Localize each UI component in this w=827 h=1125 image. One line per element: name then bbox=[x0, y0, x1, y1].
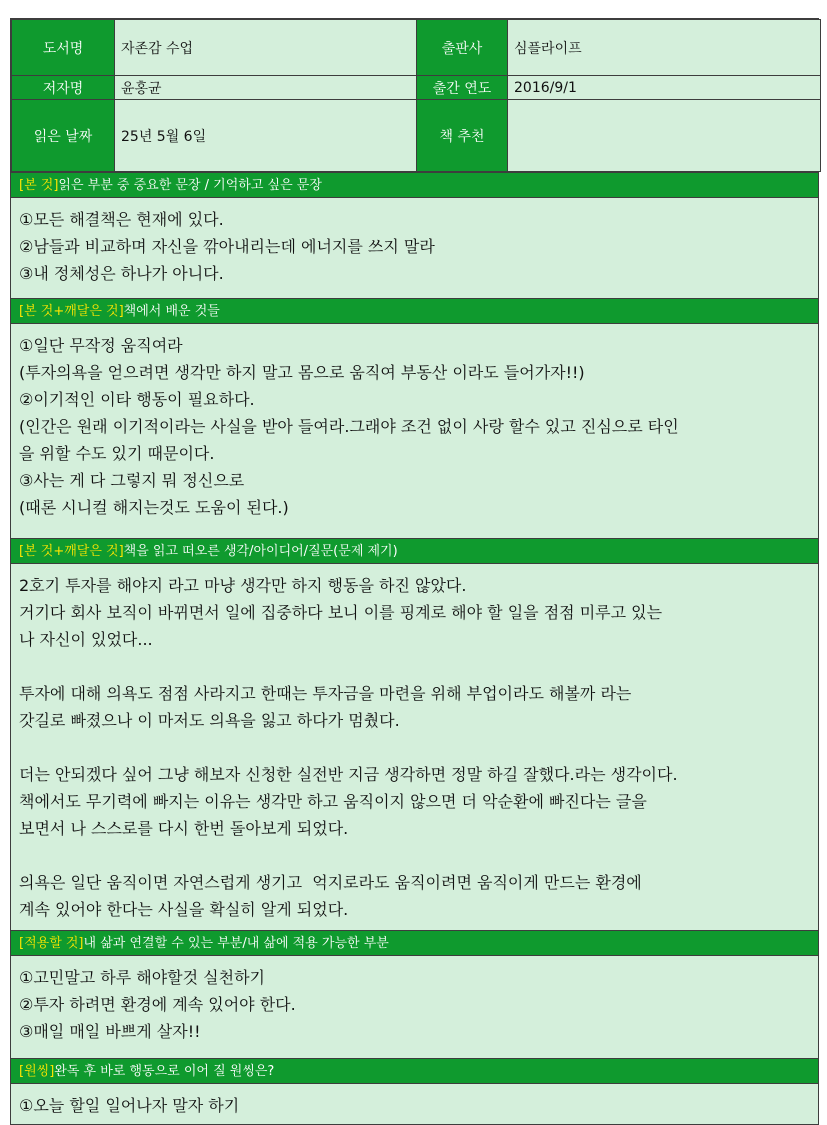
readdate-value: 25년 5월 6일 bbox=[115, 100, 417, 172]
text-line: ①모든 해결책은 현재에 있다. bbox=[19, 210, 224, 229]
recommend-label: 책 추천 bbox=[417, 100, 508, 172]
section-tag: [본 것] bbox=[19, 178, 59, 193]
book-info-table bbox=[11, 19, 821, 172]
title-label: 도서명 bbox=[12, 20, 115, 76]
section-body-onething bbox=[11, 1084, 818, 1124]
text-line: (인간은 원래 이기적이라는 사실을 받아 들여라.그래야 조건 없이 사랑 할수 있고 진심으로 타인 bbox=[19, 417, 679, 436]
section-title: 내 삶과 연결할 수 있는 부분/내 삶에 적용 가능한 부분 bbox=[83, 936, 389, 951]
author-value: 윤홍균 bbox=[115, 76, 417, 100]
text-line bbox=[19, 653, 810, 680]
publisher-value: 심플라이프 bbox=[508, 20, 821, 76]
text-line: 의욕은 일단 움직이면 자연스럽게 생기고 억지로라도 움직이려면 움직이게 만드는 환경에 bbox=[19, 873, 642, 892]
section-tag: [본 것+깨달은 것] bbox=[19, 544, 124, 559]
text-line: ③매일 매일 바쁘게 살자!! bbox=[19, 1022, 201, 1041]
text-line: 보면서 나 스스로를 다시 한번 돌아보게 되었다. bbox=[19, 819, 349, 838]
publisher-label: 출판사 bbox=[417, 20, 508, 76]
section-title: 책을 읽고 떠오른 생각/아이디어/질문(문제 제기) bbox=[123, 544, 398, 559]
text-line: ③내 정체성은 하나가 아니다. bbox=[19, 264, 224, 283]
text-line: ③사는 게 다 그렇지 뭐 정신으로 bbox=[19, 471, 245, 490]
section-body-highlights bbox=[11, 198, 818, 298]
text-line: ②남들과 비교하며 자신을 깎아내리는데 에너지를 쓰지 말라 bbox=[19, 237, 435, 256]
text-line: ①고민말고 하루 해야할것 실천하기 bbox=[19, 968, 265, 987]
section-body-learned bbox=[11, 324, 818, 538]
reading-record-sheet bbox=[10, 18, 819, 1125]
text-line: (때론 시니컬 해지는것도 도움이 된다.) bbox=[19, 498, 289, 517]
text-line: 책에서도 무기력에 빠지는 이유는 생각만 하고 움직이지 않으면 더 악순환에 빠진다는 글을 bbox=[19, 792, 647, 811]
section-body-apply bbox=[11, 956, 818, 1058]
text-line: ①오늘 할일 일어나자 말자 하기 bbox=[19, 1096, 240, 1115]
text-line: ②투자 하려면 환경에 계속 있어야 한다. bbox=[19, 995, 296, 1014]
section-title: 완독 후 바로 행동으로 이어 질 원씽은? bbox=[54, 1064, 275, 1079]
text-line: 2호기 투자를 해야지 라고 마냥 생각만 하지 행동을 하진 않았다. bbox=[19, 576, 467, 595]
text-line: 거기다 회사 보직이 바뀌면서 일에 집중하다 보니 이를 핑계로 해야 할 일을 점점 미루고 있는 bbox=[19, 603, 663, 622]
section-title: 책에서 배운 것들 bbox=[123, 304, 220, 319]
section-header-apply bbox=[11, 930, 818, 956]
section-tag: [원씽] bbox=[19, 1064, 55, 1079]
pubdate-label: 출간 연도 bbox=[417, 76, 508, 100]
text-line: 나 자신이 있었다... bbox=[19, 630, 153, 649]
section-header-highlights bbox=[11, 172, 818, 198]
section-header-thoughts bbox=[11, 538, 818, 564]
text-line: 갓길로 빠졌으나 이 마저도 의욕을 잃고 하다가 멈췄다. bbox=[19, 711, 400, 730]
section-tag: [적용할 것] bbox=[19, 936, 84, 951]
recommend-value bbox=[508, 100, 821, 172]
text-line: 투자에 대해 의욕도 점점 사라지고 한때는 투자금을 마련을 위해 부업이라도 해볼까 라는 bbox=[19, 684, 632, 703]
section-body-thoughts bbox=[11, 564, 818, 930]
text-line bbox=[19, 734, 810, 761]
readdate-label: 읽은 날짜 bbox=[12, 100, 115, 172]
section-header-learned bbox=[11, 298, 818, 324]
section-title: 읽은 부분 중 중요한 문장 / 기억하고 싶은 문장 bbox=[58, 178, 322, 193]
section-header-onething bbox=[11, 1058, 818, 1084]
title-value: 자존감 수업 bbox=[115, 20, 417, 76]
text-line: 더는 안되겠다 싶어 그냥 해보자 신청한 실전반 지금 생각하면 정말 하길 잘했다.라는 생각이다. bbox=[19, 765, 678, 784]
pubdate-value: 2016/9/1 bbox=[508, 76, 821, 100]
text-line: (투자의욕을 얻으려면 생각만 하지 말고 몸으로 움직여 부동산 이라도 들어가자!!) bbox=[19, 363, 585, 382]
text-line: 을 위할 수도 있기 때문이다. bbox=[19, 444, 215, 463]
author-label: 저자명 bbox=[12, 76, 115, 100]
text-line bbox=[19, 842, 810, 869]
text-line: 계속 있어야 한다는 사실을 확실히 알게 되었다. bbox=[19, 900, 349, 919]
section-tag: [본 것+깨달은 것] bbox=[19, 304, 124, 319]
text-line: ①일단 무작정 움직여라 bbox=[19, 336, 183, 355]
text-line: ②이기적인 이타 행동이 필요하다. bbox=[19, 390, 255, 409]
